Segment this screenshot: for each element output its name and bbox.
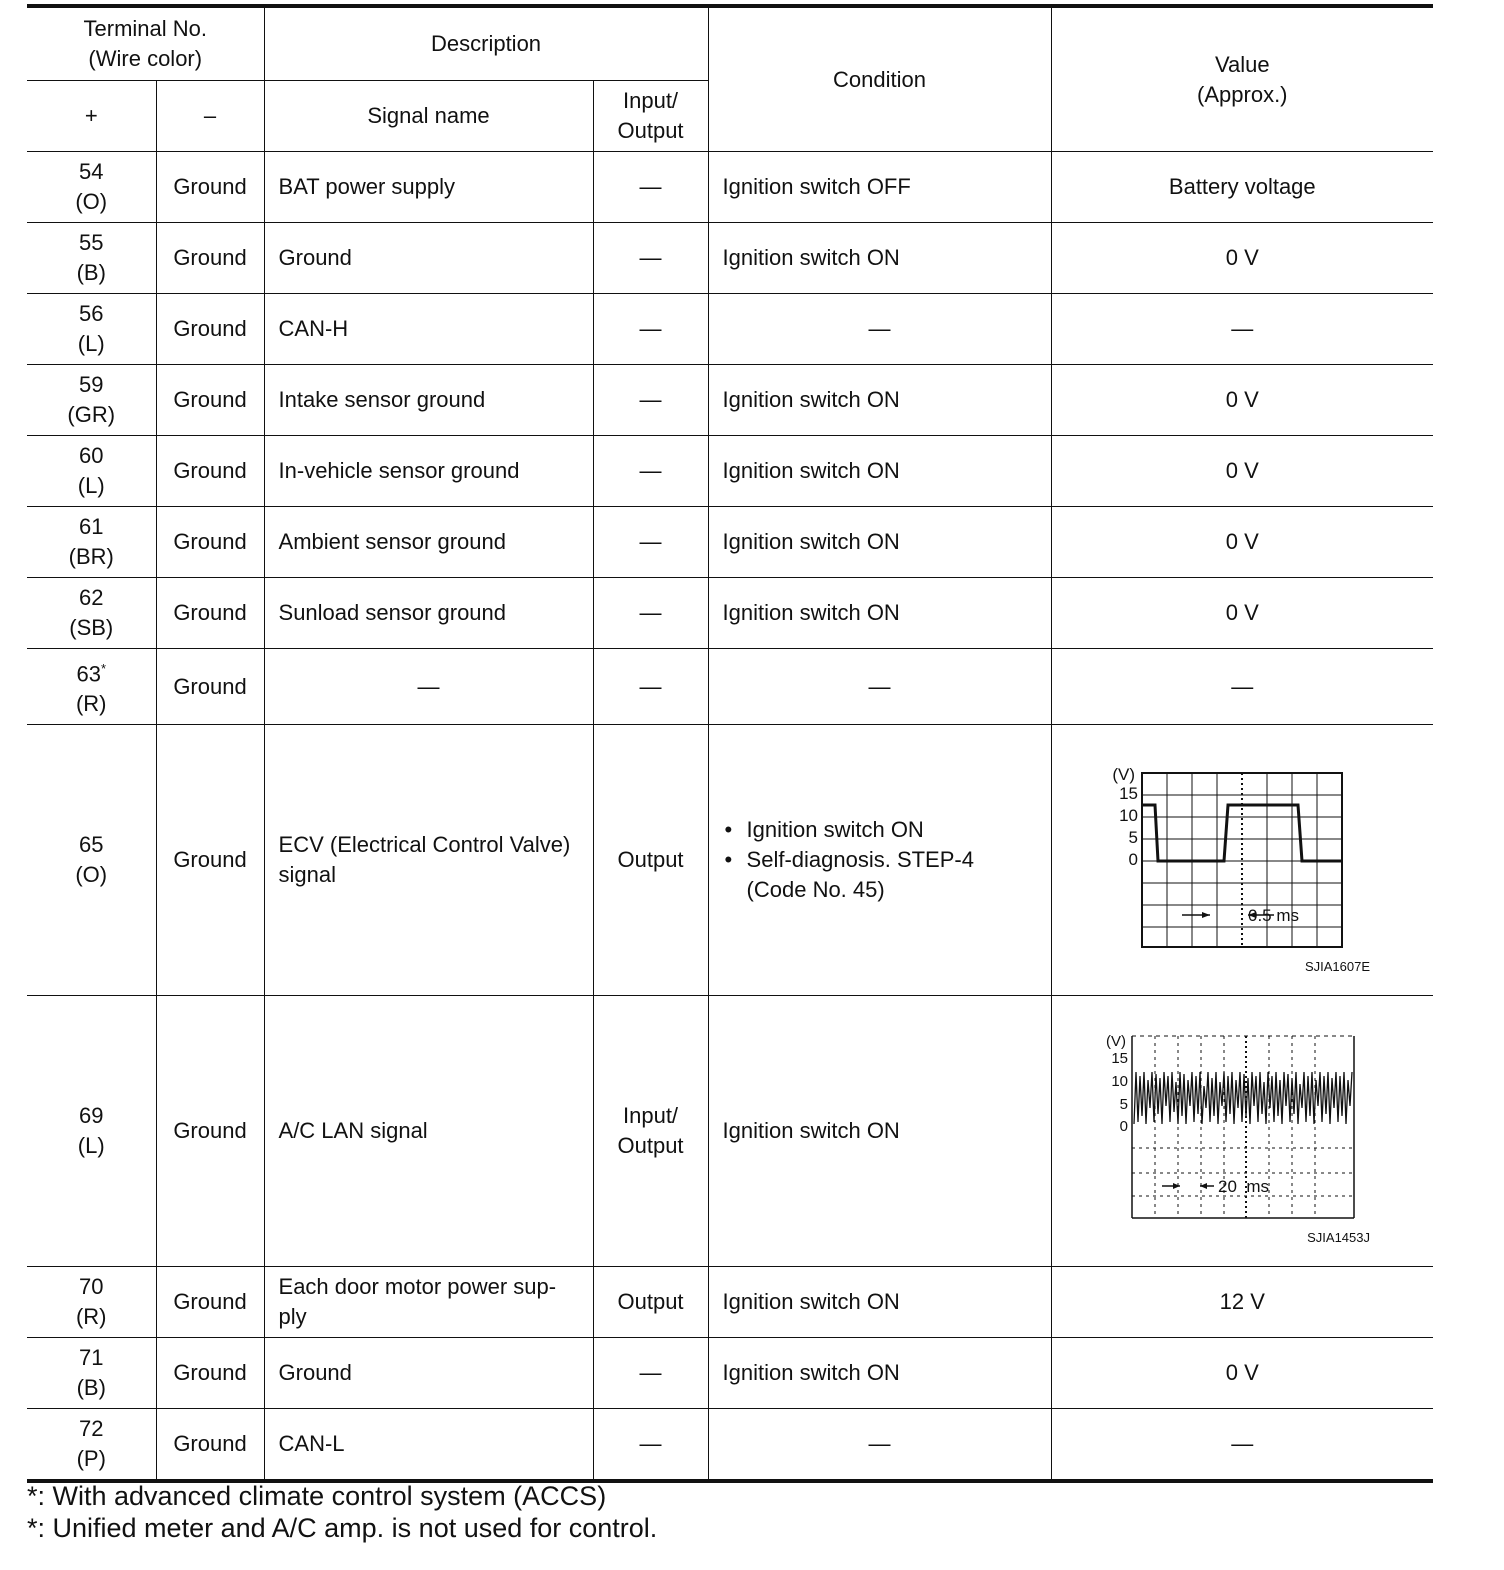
minus-cell: Ground: [156, 578, 264, 649]
signal-cell: CAN-L: [264, 1409, 593, 1482]
figure-code: SJIA1453J: [1306, 1230, 1370, 1245]
io-cell: —: [593, 507, 708, 578]
condition-cell: Ignition switch ON: [708, 578, 1051, 649]
axis-tick-label: 10: [1110, 1073, 1128, 1090]
axis-tick-label: 0: [1128, 850, 1138, 869]
terminal-cell: 71 (B): [27, 1338, 156, 1409]
condition-cell: —: [708, 294, 1051, 365]
minus-cell: Ground: [156, 152, 264, 223]
table-row: [27, 294, 1433, 365]
condition-item: • Ignition switch ON: [723, 815, 1037, 845]
io-cell: Input/ Output: [593, 996, 708, 1267]
axis-tick-label: 5: [1128, 828, 1138, 847]
io-cell: —: [593, 649, 708, 725]
value-cell: —: [1051, 1409, 1433, 1482]
value-cell: 0 V: [1051, 578, 1433, 649]
signal-cell: CAN-H: [264, 294, 593, 365]
table-row: [27, 223, 1433, 294]
minus-cell: Ground: [156, 1267, 264, 1338]
axis-unit-label: (V): [1105, 1033, 1126, 1050]
condition-cell: [708, 725, 1051, 996]
axis-tick-label: 5: [1119, 1096, 1128, 1113]
minus-cell: Ground: [156, 725, 264, 996]
table-row: [27, 1338, 1433, 1409]
footnote: *: Unified meter and A/C amp. is not used for control.: [27, 1513, 658, 1543]
signal-cell: Each door motor power sup- ply: [264, 1267, 593, 1338]
io-cell: Output: [593, 1267, 708, 1338]
minus-cell: Ground: [156, 649, 264, 725]
terminal-cell: 65 (O): [27, 725, 156, 996]
table-row: [27, 365, 1433, 436]
terminal-cell: 70 (R): [27, 1267, 156, 1338]
condition-cell: Ignition switch OFF: [708, 152, 1051, 223]
condition-cell: Ignition switch ON: [708, 507, 1051, 578]
minus-cell: Ground: [156, 294, 264, 365]
signal-name-header: Signal name: [264, 81, 593, 152]
signal-cell: Intake sensor ground: [264, 365, 593, 436]
description-header: Description: [264, 6, 708, 81]
table-row: [27, 1409, 1433, 1482]
minus-cell: Ground: [156, 223, 264, 294]
table-row: [27, 996, 1433, 1267]
terminal-cell: 61 (BR): [27, 507, 156, 578]
signal-cell: Ground: [264, 1338, 593, 1409]
io-cell: —: [593, 1338, 708, 1409]
axis-tick-label: 15: [1118, 784, 1138, 803]
condition-cell: Ignition switch ON: [708, 1267, 1051, 1338]
terminal-header: Terminal No. (Wire color): [27, 6, 264, 81]
io-cell: —: [593, 1409, 708, 1482]
signal-cell: BAT power supply: [264, 152, 593, 223]
condition-cell: —: [708, 1409, 1051, 1482]
terminal-cell: 63* (R): [27, 649, 156, 725]
signal-cell: Ambient sensor ground: [264, 507, 593, 578]
value-cell: —: [1051, 649, 1433, 725]
value-cell: 0 V: [1051, 1338, 1433, 1409]
value-header: Value (Approx.): [1051, 6, 1433, 152]
io-cell: —: [593, 578, 708, 649]
io-cell: —: [593, 436, 708, 507]
io-cell: Output: [593, 725, 708, 996]
minus-header: –: [156, 81, 264, 152]
lan-waveform-line: [1134, 1072, 1352, 1124]
table-row: [27, 578, 1433, 649]
table-row: [27, 725, 1433, 996]
terminal-table: [27, 4, 1433, 1483]
terminal-cell: 59 (GR): [27, 365, 156, 436]
axis-unit-label: (V): [1111, 765, 1135, 784]
time-scale-label: 20 ms: [1217, 1177, 1269, 1196]
io-cell: —: [593, 365, 708, 436]
table-row: [27, 152, 1433, 223]
condition-cell: —: [708, 649, 1051, 725]
table-row: [27, 507, 1433, 578]
axis-tick-label: 15: [1110, 1050, 1128, 1067]
condition-cell: Ignition switch ON: [708, 223, 1051, 294]
condition-list: [723, 815, 1037, 905]
time-scale-label: 0.5 ms: [1247, 906, 1299, 925]
io-cell: —: [593, 294, 708, 365]
value-cell: 0 V: [1051, 436, 1433, 507]
value-cell: —: [1051, 294, 1433, 365]
signal-cell: A/C LAN signal: [264, 996, 593, 1267]
terminal-cell: 54 (O): [27, 152, 156, 223]
minus-cell: Ground: [156, 436, 264, 507]
axis-tick-label: 0: [1119, 1118, 1128, 1135]
terminal-cell: 62 (SB): [27, 578, 156, 649]
value-cell: [1051, 996, 1433, 1267]
signal-cell: —: [264, 649, 593, 725]
io-cell: —: [593, 223, 708, 294]
ecv-waveform-graph: [1052, 725, 1434, 987]
value-cell: Battery voltage: [1051, 152, 1433, 223]
table-row: [27, 436, 1433, 507]
condition-cell: Ignition switch ON: [708, 436, 1051, 507]
terminal-cell: 60 (L): [27, 436, 156, 507]
footnote: *: With advanced climate control system (ACCS): [27, 1481, 607, 1511]
signal-cell: Ground: [264, 223, 593, 294]
condition-cell: Ignition switch ON: [708, 365, 1051, 436]
terminal-cell: 56 (L): [27, 294, 156, 365]
io-header: Input/ Output: [593, 81, 708, 152]
footnote-marker: *: [100, 660, 107, 676]
axis-tick-label: 10: [1118, 806, 1138, 825]
minus-cell: Ground: [156, 1409, 264, 1482]
table-row: [27, 1267, 1433, 1338]
table-row: [27, 649, 1433, 725]
figure-code: SJIA1607E: [1304, 959, 1370, 974]
condition-cell: Ignition switch ON: [708, 996, 1051, 1267]
terminal-cell: 69 (L): [27, 996, 156, 1267]
terminal-cell: 55 (B): [27, 223, 156, 294]
plus-header: +: [27, 81, 156, 152]
value-cell: 12 V: [1051, 1267, 1433, 1338]
signal-cell: In-vehicle sensor ground: [264, 436, 593, 507]
condition-header: Condition: [708, 6, 1051, 152]
condition-cell: Ignition switch ON: [708, 1338, 1051, 1409]
minus-cell: Ground: [156, 365, 264, 436]
condition-item: • Self-diagnosis. STEP-4 (Code No. 45): [723, 845, 1037, 905]
signal-cell: ECV (Electrical Control Valve) signal: [264, 725, 593, 996]
terminal-cell: 72 (P): [27, 1409, 156, 1482]
minus-cell: Ground: [156, 507, 264, 578]
value-cell: 0 V: [1051, 223, 1433, 294]
footnotes: [27, 1480, 657, 1544]
value-cell: [1051, 725, 1433, 996]
lan-waveform-graph: [1052, 996, 1434, 1258]
minus-cell: Ground: [156, 996, 264, 1267]
value-cell: 0 V: [1051, 507, 1433, 578]
minus-cell: Ground: [156, 1338, 264, 1409]
value-cell: 0 V: [1051, 365, 1433, 436]
io-cell: —: [593, 152, 708, 223]
signal-cell: Sunload sensor ground: [264, 578, 593, 649]
